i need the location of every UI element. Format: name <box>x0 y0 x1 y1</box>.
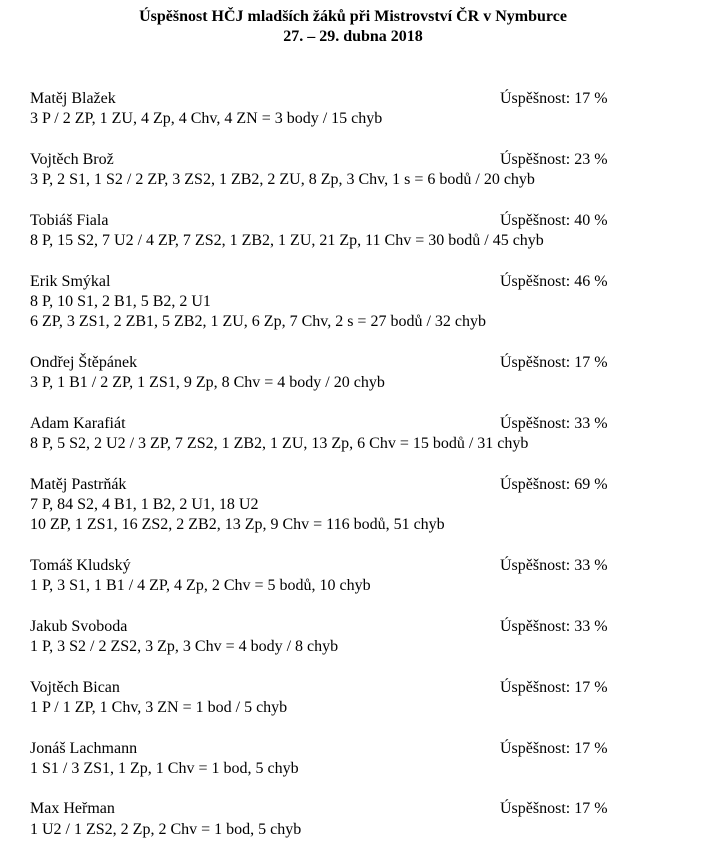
success-rate: Úspěšnost: 33 % <box>500 556 608 574</box>
success-rate: Úspěšnost: 33 % <box>500 617 608 635</box>
success-rate: Úspěšnost: 46 % <box>500 272 608 290</box>
result-detail-line: 1 P / 1 ZP, 1 Chv, 3 ZN = 1 bod / 5 chyb <box>30 698 288 716</box>
results-list <box>30 89 620 860</box>
result-entry <box>30 475 620 536</box>
result-entry <box>30 150 620 191</box>
result-detail-line: 3 P, 1 B1 / 2 ZP, 1 ZS1, 9 Zp, 8 Chv = 4 body / 20 chyb <box>30 374 385 392</box>
result-entry <box>30 272 620 333</box>
student-name: Adam Karafiát <box>30 414 126 432</box>
entry-header <box>30 799 620 819</box>
success-rate: Úspěšnost: 33 % <box>500 414 608 432</box>
entry-header <box>30 150 620 170</box>
result-entry <box>30 617 620 658</box>
student-name: Max Heřman <box>30 800 115 818</box>
result-detail-line: 6 ZP, 3 ZS1, 2 ZB1, 5 ZB2, 1 ZU, 6 Zp, 7 Chv, 2 s = 27 bodů / 32 chyb <box>30 313 486 331</box>
result-detail-line: 3 P / 2 ZP, 1 ZU, 4 Zp, 4 Chv, 4 ZN = 3 body / 15 chyb <box>30 110 383 128</box>
result-detail-line: 7 P, 84 S2, 4 B1, 1 B2, 2 U1, 18 U2 <box>30 495 259 513</box>
success-rate: Úspěšnost: 17 % <box>500 739 608 757</box>
student-name: Matěj Blažek <box>30 90 116 107</box>
success-rate: Úspěšnost: 40 % <box>500 211 608 229</box>
result-entry <box>30 211 620 252</box>
result-detail-line: 1 P, 3 S1, 1 B1 / 4 ZP, 4 Zp, 2 Chv = 5 bodů, 10 chyb <box>30 577 371 595</box>
result-detail-line: 10 ZP, 1 ZS1, 16 ZS2, 2 ZB2, 13 Zp, 9 Chv = 116 bodů, 51 chyb <box>30 516 445 534</box>
result-detail-line: 3 P, 2 S1, 1 S2 / 2 ZP, 3 ZS2, 1 ZB2, 2 ZU, 8 Zp, 3 Chv, 1 s = 6 bodů / 20 chyb <box>30 171 535 189</box>
result-entry <box>30 89 620 130</box>
student-name: Vojtěch Brož <box>30 150 114 168</box>
result-detail-line: 8 P, 5 S2, 2 U2 / 3 ZP, 7 ZS2, 1 ZB2, 1 ZU, 13 Zp, 6 Chv = 15 bodů / 31 chyb <box>30 435 529 453</box>
entry-header <box>30 353 620 373</box>
result-entry <box>30 678 620 719</box>
result-detail-line: 1 S1 / 3 ZS1, 1 Zp, 1 Chv = 1 bod, 5 chyb <box>30 759 299 777</box>
result-entry <box>30 414 620 455</box>
success-rate: Úspěšnost: 23 % <box>500 150 608 168</box>
entry-header <box>30 414 620 434</box>
result-entry <box>30 739 620 780</box>
entry-header <box>30 475 620 495</box>
success-rate: Úspěšnost: 17 % <box>500 800 608 818</box>
student-name: Jonáš Lachmann <box>30 739 138 757</box>
student-name: Erik Smýkal <box>30 272 111 290</box>
student-name: Matěj Pastrňák <box>30 475 127 493</box>
result-detail-line: 1 U2 / 1 ZS2, 2 Zp, 2 Chv = 1 bod, 5 chyb <box>30 820 302 838</box>
document-header <box>0 7 706 47</box>
student-name: Ondřej Štěpánek <box>30 353 138 371</box>
result-entry <box>30 799 620 840</box>
student-name: Tobiáš Fiala <box>30 211 109 229</box>
entry-header <box>30 89 620 109</box>
entry-header <box>30 739 620 759</box>
entry-header <box>30 556 620 576</box>
student-name: Tomáš Kludský <box>30 556 131 574</box>
result-detail-line: 8 P, 10 S1, 2 B1, 5 B2, 2 U1 <box>30 292 211 310</box>
student-name: Vojtěch Bican <box>30 678 120 696</box>
entry-header <box>30 211 620 231</box>
success-rate: Úspěšnost: 17 % <box>500 353 608 371</box>
document-title: Úspěšnost HČJ mladších žáků při Mistrovství ČR v Nymburce <box>139 8 567 25</box>
result-entry <box>30 353 620 394</box>
result-detail-line: 1 P, 3 S2 / 2 ZS2, 3 Zp, 3 Chv = 4 body / 8 chyb <box>30 638 339 656</box>
success-rate: Úspěšnost: 69 % <box>500 475 608 493</box>
result-entry <box>30 556 620 597</box>
entry-header <box>30 272 620 292</box>
success-rate: Úspěšnost: 17 % <box>500 678 608 696</box>
document-subtitle: 27. – 29. dubna 2018 <box>283 28 423 45</box>
entry-header <box>30 678 620 698</box>
entry-header <box>30 617 620 637</box>
result-detail-line: 8 P, 15 S2, 7 U2 / 4 ZP, 7 ZS2, 1 ZB2, 1 ZU, 21 Zp, 11 Chv = 30 bodů / 45 chyb <box>30 232 544 250</box>
success-rate: Úspěšnost: 17 % <box>500 90 608 107</box>
student-name: Jakub Svoboda <box>30 617 128 635</box>
